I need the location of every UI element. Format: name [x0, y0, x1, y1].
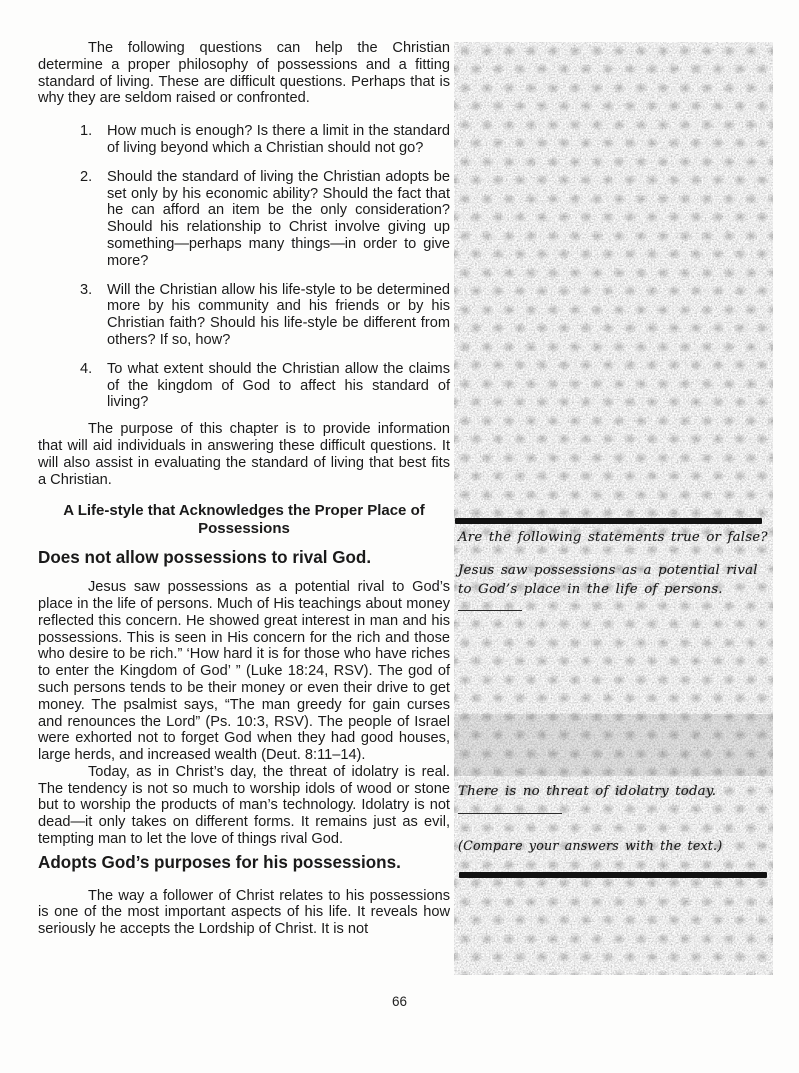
question-number: 4. [80, 360, 93, 377]
question-text: To what extent should the Christian allow the claims of the kingdom of God to affect his standard of living? [107, 360, 450, 411]
statement-idolatry [458, 783, 771, 820]
question-number: 1. [80, 123, 93, 140]
statement-rival-text: Jesus saw possessions as a potential rival to God’s place in the life of persons. [458, 563, 758, 597]
section-heading: A Life-style that Acknowledges the Proper Place of Possessions [63, 502, 425, 537]
study-panel [454, 42, 773, 975]
halftone-grain-texture [454, 42, 773, 975]
paragraph-adopts: The way a follower of Christ relates to his possessions is one of the most important aspects of his life. It reveals how seriously he accepts the Lordship of Christ. It is not [38, 887, 450, 938]
question-text: How much is enough? Is there a limit in the standard of living beyond which a Christian should not go? [107, 123, 450, 156]
scan-dark-band [454, 714, 773, 776]
paragraph-idolatry: Today, as in Christ’s day, the threat of idolatry is real. The tendency is not so much to worship idols of wood or stone but to worship the products of man’s technology. Idolatry is not dead—it only takes on different forms. It remains just as evil, tempting man to let the love of things rival God. [38, 763, 450, 848]
true-false-prompt: Are the following statements true or false? [458, 530, 768, 545]
main-text-column [38, 40, 450, 938]
question-text: Will the Christian allow his life-style to be determined more by his community and his friends or by his Christian faith? Should his life-style be different from others? If so, how? [107, 281, 450, 348]
question-item-3 [80, 282, 450, 349]
answer-blank-2 [458, 802, 562, 814]
answer-blank-1 [458, 599, 522, 611]
question-number: 2. [80, 168, 93, 185]
question-item-1 [80, 123, 450, 157]
subheading-rival: Does not allow possessions to rival God. [38, 548, 372, 568]
question-item-2 [80, 169, 450, 270]
question-number: 3. [80, 281, 93, 298]
intro-paragraph: The following questions can help the Christian determine a proper philosophy of possessions and a fitting standard of living. These are difficult questions. Perhaps that is why they are seldom raised or confronted. [38, 40, 450, 107]
divider-rule-top [455, 518, 762, 524]
question-list [38, 123, 450, 411]
statement-rival [458, 562, 771, 618]
subheading-adopts: Adopts God’s purposes for his possessions. [38, 852, 401, 872]
paragraph-rival: Jesus saw possessions as a potential rival to God’s place in the life of persons. Much of His teachings about money reflected this concern. He showed great interest in man and his possessions. This is seen in His concern for the rich and those who desire to be rich.” ‘How hard it is for those who have riches to enter the Kingdom of God’ ” (Luke 18:24, RSV). The god of such persons tends to be their money or even their drive to get money. The psalmist says, “The man greedy for gain curses and renounces the Lord” (Ps. 10:3, RSV). The people of Israel were exhorted not to forget God when they had good houses, large herds, and increased wealth (Deut. 8:11–14). [38, 579, 450, 764]
page-number: 66 [391, 994, 408, 1009]
question-item-4 [80, 361, 450, 411]
compare-answers-note: (Compare your answers with the text.) [458, 838, 723, 853]
statement-idolatry-text: There is no threat of idolatry today. [458, 784, 717, 799]
purpose-paragraph: The purpose of this chapter is to provide information that will aid individuals in answering these difficult questions. It will also assist in evaluating the standard of living that best fits a Christian. [38, 421, 450, 488]
question-text: Should the standard of living the Christian adopts be set only by his economic ability? Should the fact that he can afford an item be the only consideration? Should his relationship to Christ involve giving up something—perhaps many things—in order to give more? [107, 168, 450, 269]
divider-rule-bottom [459, 872, 767, 878]
